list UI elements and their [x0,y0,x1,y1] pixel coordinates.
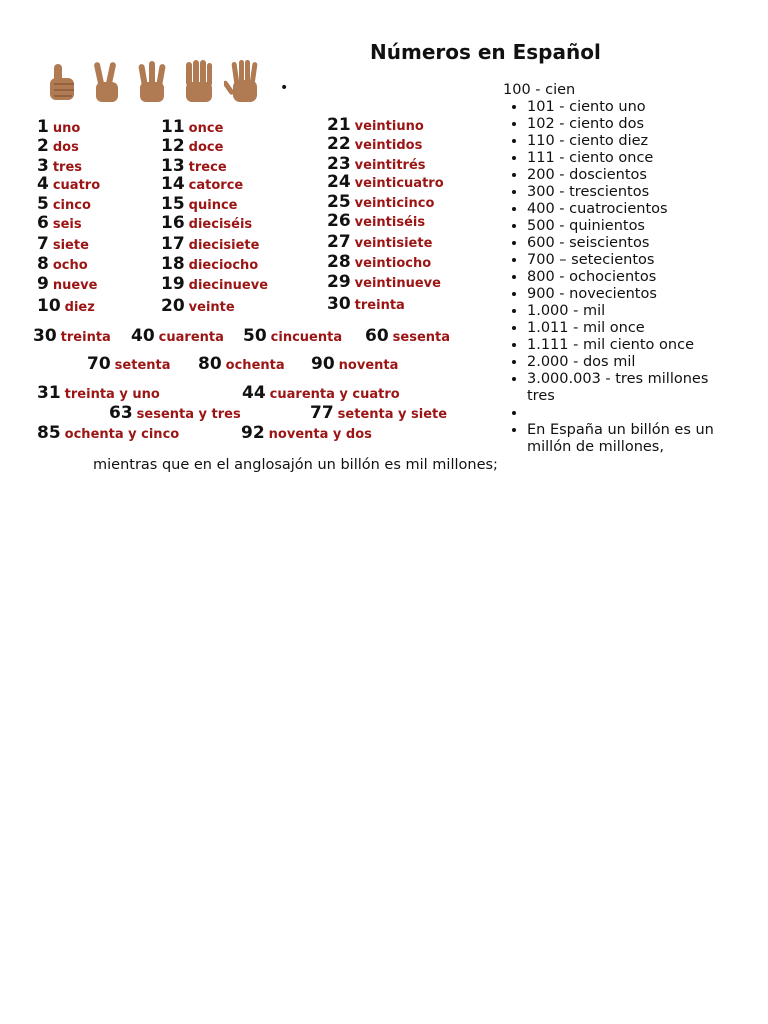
number-entry [161,254,258,274]
number-digit: 85 [37,423,61,443]
number-word: diecisiete [188,238,260,253]
billion-note-continuation: mientras que en el anglosajón un billón es mil millones; [93,457,498,473]
number-entry [327,294,405,314]
number-entry [241,423,372,443]
number-entry [198,354,285,374]
number-word: veintiséis [354,215,426,230]
number-entry [310,403,447,423]
number-entry [327,232,432,252]
number-entry [109,403,241,423]
stray-bullet: • [280,80,289,96]
number-word: trece [188,160,227,175]
number-entry [37,254,88,274]
page-title: Números en Español [370,40,601,64]
number-entry [37,234,89,254]
number-entry [161,136,223,156]
number-word: nueve [52,278,98,293]
number-entry [327,211,425,231]
number-entry [327,115,424,135]
number-word: noventa y dos [268,427,372,442]
number-digit: 8 [37,254,49,274]
number-word: cuatro [52,178,101,193]
number-entry [327,252,431,272]
hundreds-item: • 1.111 - mil ciento once [527,337,727,354]
number-digit: 14 [161,174,185,194]
hundreds-item: • 300 - trescientos [527,184,727,201]
hundreds-item: • 102 - ciento dos [527,116,727,133]
number-digit: 63 [109,403,133,423]
number-word: seis [52,217,82,232]
number-entry [161,194,237,214]
hand-icons [40,58,264,106]
number-entry [311,354,398,374]
number-entry [37,213,82,233]
number-word: veintitrés [354,158,426,173]
hundreds-list [503,82,727,456]
hundreds-item: • 500 - quinientos [527,218,727,235]
three-fingers-hand-icon [132,58,172,106]
number-digit: 21 [327,115,351,135]
number-word: veinte [188,300,235,315]
number-digit: 22 [327,134,351,154]
number-digit: 25 [327,192,351,212]
hundreds-item: • 900 - novecientos [527,286,727,303]
number-entry [365,326,450,346]
number-entry [327,154,426,174]
number-entry [87,354,171,374]
number-word: siete [52,238,89,253]
hundreds-item [527,405,727,422]
hundreds-bullets [503,99,727,456]
number-digit: 44 [242,383,266,403]
hundreds-item: • 1.000 - mil [527,303,727,320]
hundreds-item: • 101 - ciento uno [527,99,727,116]
number-entry [37,274,97,294]
number-word: sesenta [392,330,451,345]
number-entry [327,192,434,212]
number-word: ocho [52,258,88,273]
number-word: setenta y siete [337,407,448,422]
number-entry [131,326,224,346]
number-entry [37,194,91,214]
number-entry [37,156,82,176]
number-digit: 30 [33,326,57,346]
number-word: noventa [338,358,399,373]
number-word: sesenta y tres [136,407,241,422]
number-word: dieciocho [188,258,259,273]
number-entry [37,174,100,194]
number-digit: 16 [161,213,185,233]
number-digit: 26 [327,211,351,231]
number-digit: 4 [37,174,49,194]
number-word: veintidos [354,138,423,153]
number-word: ochenta [225,358,285,373]
number-digit: 28 [327,252,351,272]
number-word: treinta [60,330,111,345]
number-entry [37,296,95,316]
hundreds-item: • 600 - seiscientos [527,235,727,252]
number-digit: 24 [327,172,351,192]
number-entry [33,326,111,346]
number-entry [161,156,227,176]
number-word: catorce [188,178,244,193]
number-word: cuarenta [158,330,224,345]
number-word: cincuenta [270,330,343,345]
number-word: diez [64,300,95,315]
number-digit: 12 [161,136,185,156]
number-entry [327,172,444,192]
number-entry [37,117,80,137]
number-digit: 5 [37,194,49,214]
number-digit: 77 [310,403,334,423]
number-word: diecinueve [188,278,269,293]
number-digit: 70 [87,354,111,374]
number-word: veintiocho [354,256,432,271]
hundreds-item: • 110 - ciento diez [527,133,727,150]
number-word: veintiuno [354,119,424,134]
number-digit: 23 [327,154,351,174]
number-digit: 20 [161,296,185,316]
number-word: treinta y uno [64,387,160,402]
hundreds-item: • En España un billón es un millón de millones, [527,422,727,456]
number-digit: 17 [161,234,185,254]
number-word: ochenta y cinco [64,427,180,442]
hundreds-item: • 111 - ciento once [527,150,727,167]
hundreds-item: • 400 - cuatrocientos [527,201,727,218]
hundreds-item: • 700 – setecientos [527,252,727,269]
number-digit: 19 [161,274,185,294]
hundreds-item: • 2.000 - dos mil [527,354,727,371]
number-digit: 29 [327,272,351,292]
number-word: veintinueve [354,276,441,291]
number-word: once [188,121,224,136]
number-digit: 18 [161,254,185,274]
number-digit: 7 [37,234,49,254]
number-digit: 2 [37,136,49,156]
number-digit: 9 [37,274,49,294]
number-digit: 15 [161,194,185,214]
number-digit: 80 [198,354,222,374]
number-word: cuarenta y cuatro [269,387,400,402]
number-digit: 13 [161,156,185,176]
number-word: veinticuatro [354,176,444,191]
number-entry [161,274,268,294]
number-digit: 30 [327,294,351,314]
number-digit: 92 [241,423,265,443]
hundreds-item: • 3.000.003 - tres millones tres [527,371,727,405]
number-entry [161,296,235,316]
thumbs-up-hand-icon [40,58,80,106]
number-entry [37,136,79,156]
number-digit: 60 [365,326,389,346]
number-word: veinticinco [354,196,435,211]
two-fingers-hand-icon [86,58,126,106]
number-digit: 90 [311,354,335,374]
number-digit: 40 [131,326,155,346]
number-word: veintisiete [354,236,433,251]
number-digit: 27 [327,232,351,252]
number-digit: 3 [37,156,49,176]
hundreds-head: 100 - cien [503,82,576,98]
number-digit: 31 [37,383,61,403]
number-word: cinco [52,198,91,213]
number-word: uno [52,121,81,136]
number-entry [242,383,400,403]
number-word: setenta [114,358,171,373]
number-entry [161,213,252,233]
number-entry [327,134,422,154]
number-entry [37,423,179,443]
number-entry [161,117,223,137]
number-entry [37,383,160,403]
number-word: quince [188,198,238,213]
hundreds-item: • 200 - doscientos [527,167,727,184]
four-fingers-hand-icon [178,58,218,106]
hundreds-item: • 800 - ochocientos [527,269,727,286]
number-digit: 11 [161,117,185,137]
number-word: treinta [354,298,405,313]
number-word: tres [52,160,83,175]
number-digit: 50 [243,326,267,346]
number-digit: 10 [37,296,61,316]
five-fingers-hand-icon [224,58,264,106]
number-entry [327,272,441,292]
number-digit: 1 [37,117,49,137]
number-word: dieciséis [188,217,253,232]
hundreds-item: • 1.011 - mil once [527,320,727,337]
number-word: dos [52,140,79,155]
number-entry [161,174,243,194]
number-entry [161,234,259,254]
number-entry [243,326,342,346]
number-digit: 6 [37,213,49,233]
number-word: doce [188,140,224,155]
